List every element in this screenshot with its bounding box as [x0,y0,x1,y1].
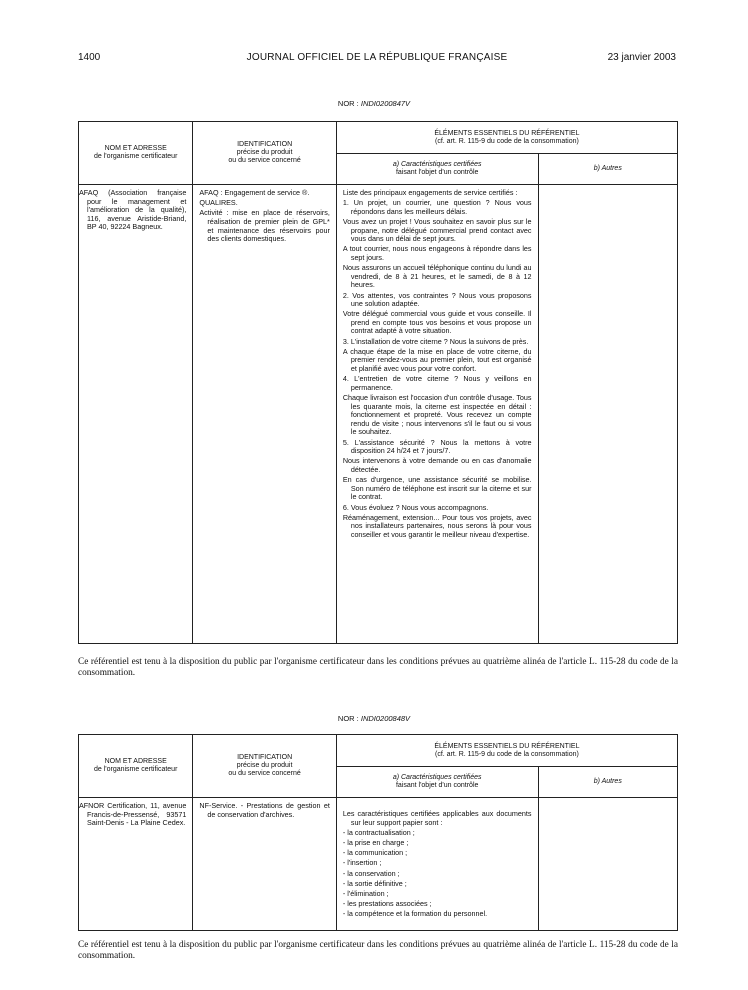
list-item: Vous avez un projet ! Vous souhaitez en savoir plus sur le propane, notre délégué commercial prend contact avec vous dans un délai de sept jours. [342,216,532,244]
autres-cell [538,798,677,931]
col-header-autres: b) Autres [538,154,677,185]
list-item: 4. L'entretien de votre citerne ? Nous y veillons en permanence. [342,374,532,392]
footnote-1: Ce référentiel est tenu à la disposition du public par l'organisme certificateur dans les conditions prévues au quatrième alinéa de l'article L. 115-28 du code de la consommation. [78,657,678,678]
col-header-identification: IDENTIFICATION précise du produit ou du service concerné [193,122,336,185]
nor-reference-1: NOR : INDI0200847V [337,99,411,108]
list-item: - l'insertion ; [342,858,382,868]
list-item: Votre délégué commercial vous guide et vous conseille. Il prend en compte tous vos besoins et vous propose un contrat adapté à votre situation. [342,309,532,336]
col-header-organisme: NOM ET ADRESSE de l'organisme certificateur [79,122,193,185]
caracteristiques-cell [336,185,538,644]
referentiel-table-2 [78,734,678,931]
col-header-organisme: NOM ET ADRESSE de l'organisme certificateur [79,735,193,798]
autres-cell [538,185,677,644]
organisme-cell: AFAQ (Association française pour le management et l'amélioration de la qualité), 116, avenue Aristide-Briand, BP 40, 92224 Bagneux. [79,185,193,644]
list-item: - l'élimination ; [342,888,389,898]
list-item: - la conservation ; [342,868,400,878]
referentiel-table-1 [78,121,678,644]
list-item: 5. L'assistance sécurité ? Nous la mettons à votre disposition 24 h/24 et 7 jours/7. [342,437,532,456]
list-item: Liste des principaux engagements de service certifiés : [342,188,518,197]
col-header-caracteristiques: a) Caractéristiques certifiées faisant l'objet d'un contrôle [336,154,538,185]
list-item: 3. L'installation de votre citerne ? Nous la suivons de près. [342,336,529,346]
list-item: A chaque étape de la mise en place de votre citerne, du premier rendez-vous au premier plein, tout est organisé et planifié avec vous pour votre confort. [342,346,532,374]
list-item: - la communication ; [342,848,408,858]
list-item: - la contractualisation ; [342,827,415,837]
list-item: Nous intervenons à votre demande ou en cas d'anomalie détectée. [342,456,532,474]
nor-reference-2: NOR : INDI0200848V [337,714,411,723]
list-item: Chaque livraison est l'occasion d'un contrôle d'usage. Tous les quarante mois, la citerne est inspectée en détail : fonctionnement et propreté. Vous recevez un compte rendu de visite ; nous intervenons s'il le faut ou si vous le souhaitez. [342,393,532,437]
list-item: - la sortie définitive ; [342,878,407,888]
publication-date: 23 janvier 2003 [607,52,676,63]
list-item: Réaménagement, extension... Pour tous vos projets, avec nos installateurs partenaires, nous serons là pour vous conseiller et vous garantir le meilleur niveau d'expertise. [342,512,532,539]
list-item: 6. Vous évoluez ? Nous vous accompagnons. [342,502,489,512]
identification-cell: AFAQ : Engagement de service ®. QUALIRES. Activité : mise en place de réservoirs, réalisation de premier plein de GPL* et maintenance des réservoirs pour des clients domestiques. [193,185,336,644]
footnote-2: Ce référentiel est tenu à la disposition du public par l'organisme certificateur dans les conditions prévues au quatrième alinéa de l'article L. 115-28 du code de la consommation. [78,940,678,961]
list-item: Nous assurons un accueil téléphonique continu du lundi au vendredi, de 8 à 21 heures, et le samedi, de 8 à 12 heures. [342,263,532,290]
list-item: A tout courrier, nous nous engageons à répondre dans les sept jours. [342,244,532,262]
list-item: 1. Un projet, un courrier, une question ? Nous vous répondons dans les meilleurs délais. [342,198,532,216]
journal-title: JOURNAL OFFICIEL DE LA RÉPUBLIQUE FRANÇAISE [246,52,508,63]
page-number: 1400 [78,52,101,63]
col-header-identification: IDENTIFICATION précise du produit ou du service concerné [193,735,336,798]
caracteristiques-cell [336,798,538,931]
list-item: Les caractéristiques certifiées applicables aux documents sur leur support papier sont : [342,809,532,827]
list-item: - la compétence et la formation du personnel. [342,909,488,919]
col-header-autres: b) Autres [538,767,677,798]
col-header-caracteristiques: a) Caractéristiques certifiées faisant l'objet d'un contrôle [336,767,538,798]
organisme-cell: AFNOR Certification, 11, avenue Francis-de-Pressensé, 93571 Saint-Denis - La Plaine Cedex. [79,798,193,931]
col-header-elements: ÉLÉMENTS ESSENTIELS DU RÉFÉRENTIEL (cf. art. R. 115-9 du code de la consommation) [336,122,677,154]
identification-cell: NF-Service. - Prestations de gestion et de conservation d'archives. [193,798,336,931]
list-item: - la prise en charge ; [342,837,409,847]
list-item: - les prestations associées ; [342,899,432,909]
list-item: En cas d'urgence, une assistance sécurité se mobilise. Son numéro de téléphone est inscrit sur la citerne et sur le contrat. [342,475,532,502]
col-header-elements: ÉLÉMENTS ESSENTIELS DU RÉFÉRENTIEL (cf. art. R. 115-9 du code de la consommation) [336,735,677,767]
list-item: 2. Vos attentes, vos contraintes ? Nous vous proposons une solution adaptée. [342,290,532,309]
